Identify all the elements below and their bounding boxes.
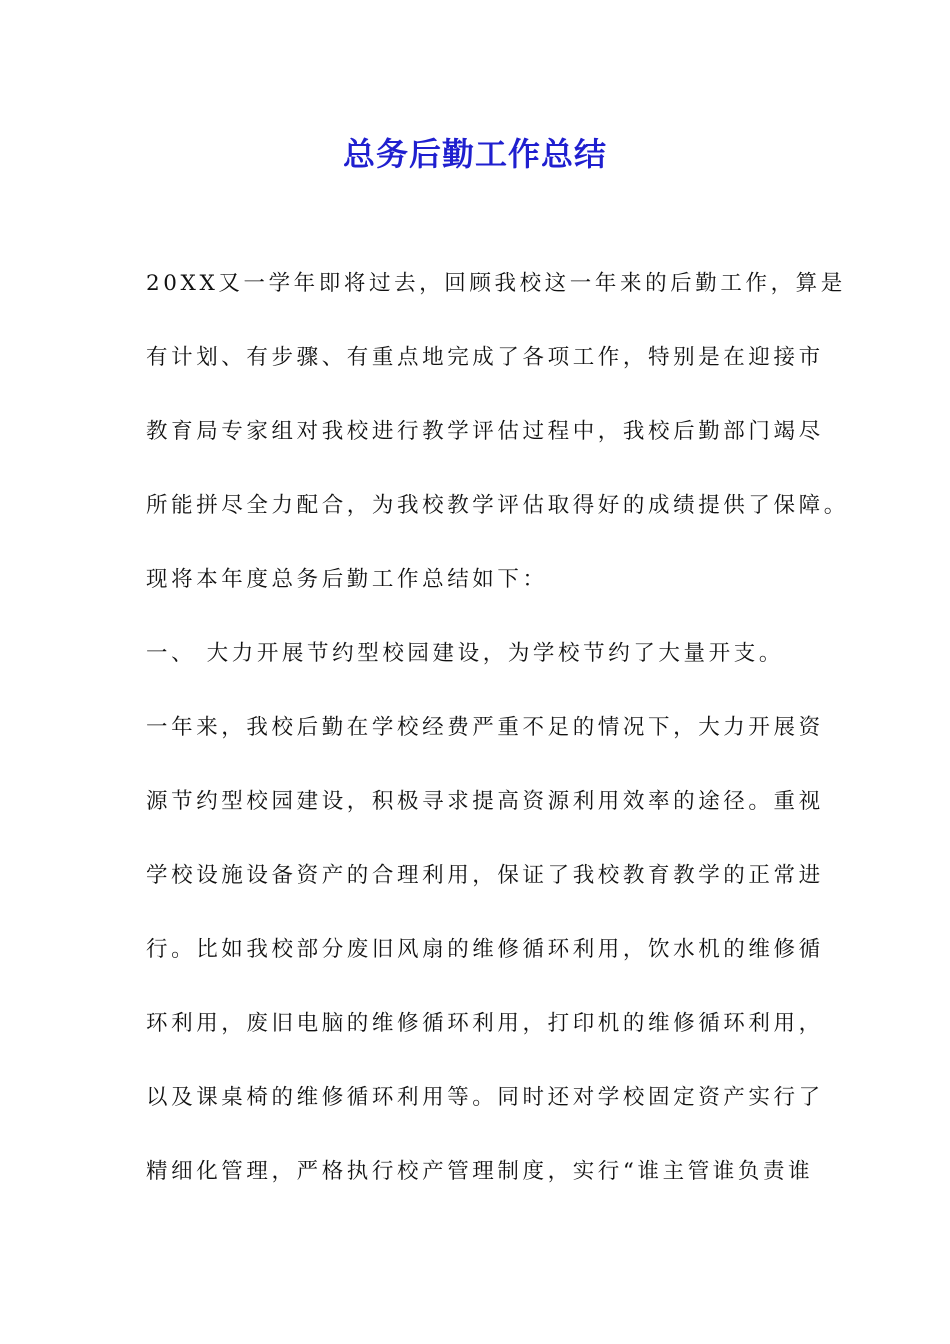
paragraph-line: 现将本年度总务后勤工作总结如下： xyxy=(146,567,548,592)
paragraph-line: 20XX又一学年即将过去，回顾我校这一年来的后勤工作，算是 xyxy=(146,271,846,296)
paragraph-line: 一年来，我校后勤在学校经费严重不足的情况下，大力开展资 xyxy=(146,715,824,740)
paragraph-line: 行。比如我校部分废旧风扇的维修循环利用，饮水机的维修循 xyxy=(146,937,824,962)
paragraph-line: 所能拼尽全力配合，为我校教学评估取得好的成绩提供了保障。 xyxy=(146,493,849,518)
paragraph-line: 环利用，废旧电脑的维修循环利用，打印机的维修循环利用， xyxy=(146,1011,824,1036)
document-title: 总务后勤工作总结 xyxy=(342,135,607,173)
paragraph-line: 以及课桌椅的维修循环利用等。同时还对学校固定资产实行了 xyxy=(146,1085,824,1110)
paragraph-line: 学校设施设备资产的合理利用，保证了我校教育教学的正常进 xyxy=(146,863,824,888)
document-body xyxy=(146,258,849,1220)
paragraph-line: 教育局专家组对我校进行教学评估过程中，我校后勤部门竭尽 xyxy=(146,419,824,444)
section-heading: 一、 大力开展节约型校园建设，为学校节约了大量开支。 xyxy=(146,641,784,666)
paragraph-line: 源节约型校园建设，积极寻求提高资源利用效率的途径。重视 xyxy=(146,789,824,814)
paragraph-line: 有计划、有步骤、有重点地完成了各项工作，特别是在迎接市 xyxy=(146,345,824,370)
paragraph-line: 精细化管理，严格执行校产管理制度，实行“谁主管谁负责谁 xyxy=(146,1159,814,1184)
